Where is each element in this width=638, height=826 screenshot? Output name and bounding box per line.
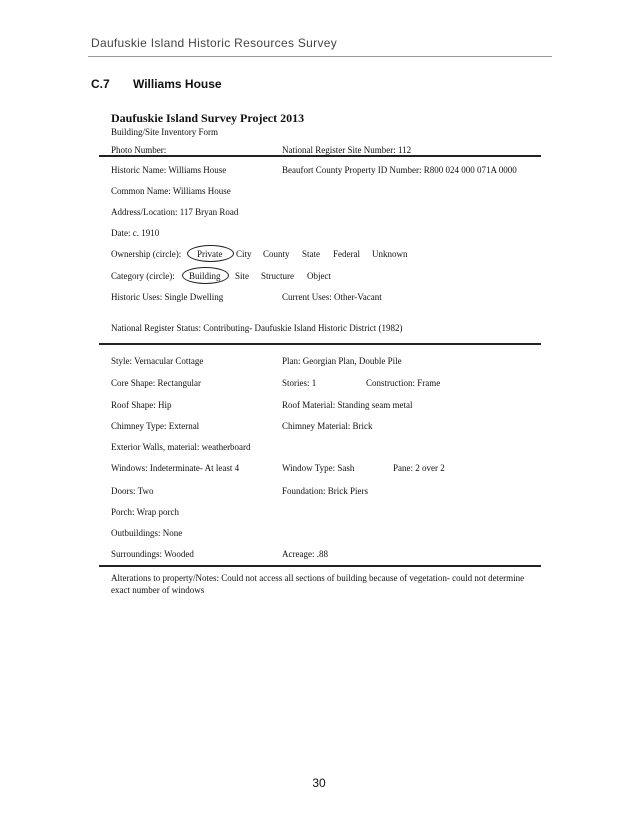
date: Date: c. 1910 [111,228,160,238]
windows: Windows: Indeterminate- At least 4 [111,463,240,473]
acreage: Acreage: .88 [282,549,328,559]
header-rule [88,56,552,57]
section-number: C.7 [91,77,110,91]
category-option-site: Site [235,271,250,281]
plan: Plan: Georgian Plan, Double Pile [282,356,402,366]
window-type: Window Type: Sash [282,463,355,473]
ownership-option-private: Private [197,249,223,259]
ownership-label: Ownership (circle): [111,249,182,259]
category-option-building: Building [189,271,221,281]
chimney-type: Chimney Type: External [111,421,200,431]
address: Address/Location: 117 Bryan Road [111,207,239,217]
outbuildings: Outbuildings: None [111,528,183,538]
ownership-option-state: State [302,249,320,259]
exterior-walls: Exterior Walls, material: weatherboard [111,442,251,452]
page-number: 30 [312,776,326,790]
photo-number: Photo Number: [111,145,167,155]
project-title: Daufuskie Island Survey Project 2013 [111,111,305,125]
category-option-object: Object [307,271,331,281]
alterations-notes: Alterations to property/Notes: Could not access all sections of building because of vegetation- could not determine exact number of windows [111,573,525,595]
ownership-option-unknown: Unknown [372,249,408,259]
current-uses: Current Uses: Other-Vacant [282,292,382,302]
category-label: Category (circle): [111,271,175,281]
ownership-option-federal: Federal [333,249,360,259]
ownership-option-city: City [236,249,252,259]
surroundings: Surroundings: Wooded [111,549,194,559]
foundation: Foundation: Brick Piers [282,486,368,496]
stories: Stories: 1 [282,378,317,388]
section-title: Williams House [133,77,222,91]
core-shape: Core Shape: Rectangular [111,378,201,388]
form-rule [99,565,541,567]
common-name: Common Name: Williams House [111,186,231,196]
construction: Construction: Frame [366,378,441,388]
beaufort-property-id: Beaufort County Property ID Number: R800 024 000 071A 0000 [282,165,517,175]
historic-uses: Historic Uses: Single Dwelling [111,292,224,302]
category-option-structure: Structure [261,271,294,281]
style: Style: Vernacular Cottage [111,356,204,366]
form-rule [99,155,541,157]
ownership-option-county: County [263,249,290,259]
nr-status: National Register Status: Contributing- Daufuskie Island Historic District (1982) [111,323,403,333]
chimney-material: Chimney Material: Brick [282,421,373,431]
roof-material: Roof Material: Standing seam metal [282,400,413,410]
pane: Pane: 2 over 2 [393,463,445,473]
historic-name: Historic Name: Williams House [111,165,227,175]
running-header: Daufuskie Island Historic Resources Survey [91,36,338,50]
form-subtitle: Building/Site Inventory Form [111,127,218,137]
form-rule [99,343,541,345]
doors: Doors: Two [111,486,154,496]
roof-shape: Roof Shape: Hip [111,400,172,410]
porch: Porch: Wrap porch [111,507,179,517]
nr-site-number: National Register Site Number: 112 [282,145,412,155]
